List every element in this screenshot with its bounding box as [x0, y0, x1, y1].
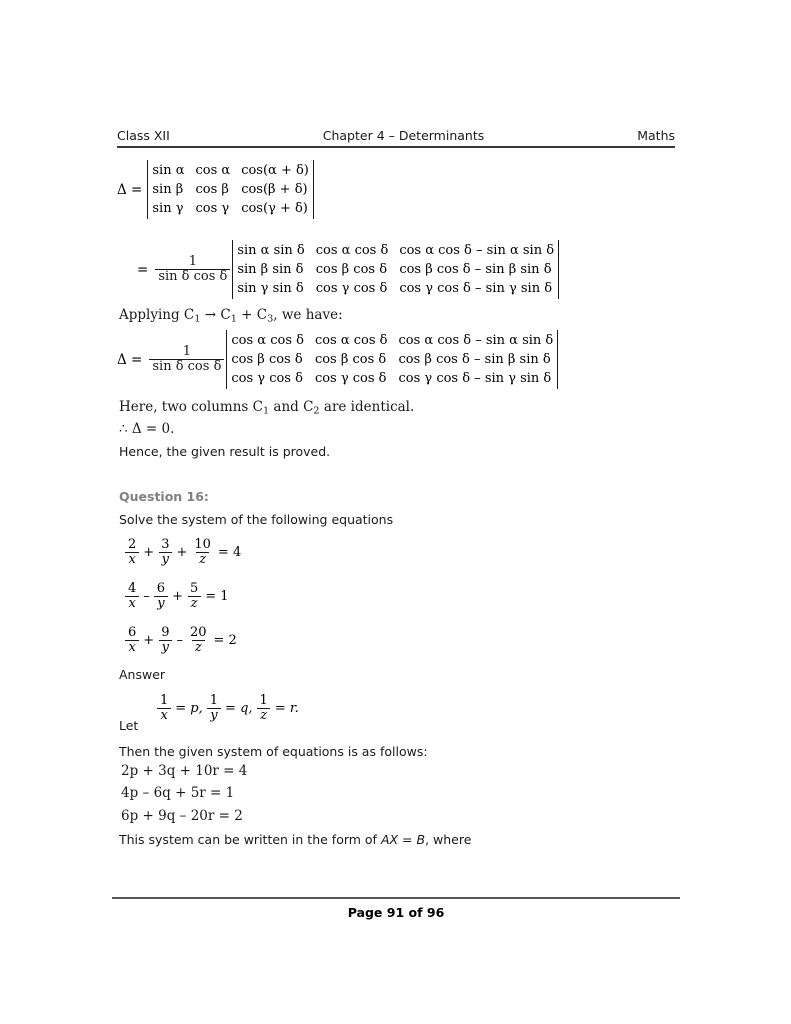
fraction-denominator: z — [257, 708, 270, 723]
fraction-denominator: z — [188, 596, 201, 611]
fraction-denominator: x — [157, 708, 170, 723]
page-number-label: Page 91 of 96 — [347, 905, 445, 920]
identical-suffix: are identical. — [319, 399, 415, 415]
matrix-form-expression: AX = B — [380, 832, 426, 847]
header-divider — [117, 146, 675, 148]
fraction-term — [187, 626, 210, 654]
matrix-cell: cos α cos δ — [315, 243, 389, 258]
substitution-fraction — [207, 694, 221, 722]
fraction-denominator: x — [125, 552, 138, 567]
matrix-cell: cos β cos δ — [314, 352, 387, 367]
equals-sign-2: = — [137, 261, 149, 278]
fraction-term — [125, 538, 139, 566]
linear-equation: 2p + 3q + 10r = 4 — [121, 763, 248, 779]
operation-prefix: Applying C — [119, 307, 195, 323]
fraction-denominator: y — [207, 708, 220, 723]
identical-columns-line — [119, 399, 414, 417]
identical-prefix: Here, two columns C — [119, 399, 263, 415]
matrix-cell: cos(β + δ) — [241, 182, 308, 197]
fraction-numerator: 5 — [189, 581, 199, 596]
matrix-form-suffix: , where — [425, 832, 472, 847]
table-row — [235, 279, 556, 298]
question-prompt: Solve the system of the following equations — [119, 512, 394, 527]
proved-line: Hence, the given result is proved. — [119, 444, 331, 459]
matrix-cell: cos α cos δ — [231, 333, 304, 348]
header-subject-label: Maths — [637, 128, 675, 143]
matrix-cell: cos β cos δ – sin β sin δ — [398, 352, 551, 367]
matrix-cell: cos γ cos δ – sin γ sin δ — [398, 371, 552, 386]
let-label: Let — [119, 718, 139, 733]
fraction-numerator: 6 — [156, 581, 166, 596]
table-row — [150, 161, 311, 180]
term-operator: + — [143, 544, 155, 560]
fraction-term — [125, 626, 139, 654]
then-line: Then the given system of equations is as follows: — [119, 744, 428, 759]
fraction-numerator: 6 — [128, 625, 137, 640]
system-equation-2 — [119, 582, 231, 610]
matrix-cell: cos γ cos δ — [315, 281, 388, 296]
matrix-cell: cos γ cos δ — [231, 371, 303, 386]
fraction-term — [125, 582, 139, 610]
matrix-cell: sin α — [152, 163, 185, 178]
matrix-form-prefix: This system can be written in the form of — [119, 832, 381, 847]
fraction-numerator: 10 — [194, 537, 211, 552]
matrix-cell: sin α sin δ — [237, 243, 305, 258]
question-label: Question 16: — [119, 489, 209, 504]
identical-sub-2: 2 — [313, 405, 320, 417]
matrix-cell: cos β cos δ — [231, 352, 303, 367]
system-equation-1 — [119, 538, 243, 566]
matrix-cell: cos β cos δ – sin β sin δ — [399, 262, 552, 277]
substitution-line — [155, 694, 301, 722]
matrix-cell: sin β — [152, 182, 184, 197]
fraction-denominator: y — [159, 552, 172, 567]
substitution-fraction — [257, 694, 271, 722]
matrix-cell: sin β sin δ — [237, 262, 304, 277]
identical-middle: and C — [269, 399, 314, 415]
determinant-equation-2 — [137, 240, 559, 299]
fraction-denominator: x — [125, 596, 138, 611]
equation-rhs: = 1 — [205, 588, 229, 604]
fraction-term — [191, 538, 214, 566]
fraction-denominator: sin δ cos δ — [149, 359, 224, 374]
table-row — [235, 241, 556, 260]
system-equation-3 — [119, 626, 239, 654]
fraction-numerator: 1 — [259, 693, 268, 708]
table-row — [150, 199, 311, 218]
fraction-term — [158, 538, 172, 566]
matrix-cell: cos α cos δ – sin α sin δ — [399, 243, 555, 258]
matrix-cell: cos γ cos δ — [314, 371, 387, 386]
matrix-cell: cos(γ + δ) — [241, 201, 308, 216]
matrix-cell: cos α — [195, 163, 231, 178]
fraction-numerator: 4 — [128, 581, 137, 596]
header-chapter-title: Chapter 4 – Determinants — [322, 128, 485, 143]
operation-sub-1: 1 — [194, 313, 201, 325]
answer-heading: Answer — [119, 667, 166, 682]
operation-suffix: , we have: — [273, 307, 343, 323]
table-row — [235, 260, 556, 279]
table-row — [229, 350, 555, 369]
substitution-equals: = r. — [274, 700, 299, 716]
identical-sub-1: 1 — [262, 405, 270, 417]
table-row — [229, 331, 555, 350]
fraction-denominator: y — [159, 640, 172, 655]
term-operator: – — [143, 588, 150, 604]
term-operator: + — [143, 632, 155, 648]
matrix-cell: cos γ cos δ – sin γ sin δ — [399, 281, 553, 296]
term-operator: + — [176, 544, 188, 560]
determinant-matrix-2 — [232, 240, 559, 299]
linear-equation: 4p – 6q + 5r = 1 — [121, 785, 235, 802]
fraction-denominator: z — [192, 640, 205, 655]
fraction-denominator: y — [154, 596, 167, 611]
matrix-cell: cos γ — [195, 201, 230, 216]
fraction-numerator: 1 — [182, 344, 192, 360]
fraction-numerator: 20 — [189, 625, 207, 640]
page-header — [117, 128, 675, 143]
table-row — [150, 180, 311, 199]
substitution-equals: = p, — [175, 700, 203, 716]
linear-system — [121, 760, 247, 827]
determinant-equation-1 — [117, 160, 314, 219]
linear-equation: 6p + 9q – 20r = 2 — [121, 807, 243, 824]
equation-rhs: = 2 — [213, 632, 237, 648]
fraction-numerator: 1 — [209, 693, 219, 708]
matrix-cell: cos β — [195, 182, 229, 197]
fraction-denominator: sin δ cos δ — [155, 269, 230, 284]
operation-sub-2: 1 — [230, 313, 237, 325]
matrix-form-line — [119, 832, 471, 847]
operation-arrow: → C — [200, 307, 231, 323]
determinant-equation-3 — [117, 330, 558, 389]
fraction-numerator: 9 — [161, 625, 170, 640]
fraction-numerator: 1 — [188, 254, 197, 270]
substitution-equals: = q, — [225, 700, 253, 716]
header-class-label: Class XII — [117, 128, 170, 143]
determinant-matrix-3 — [226, 330, 558, 389]
equation-rhs: = 4 — [217, 544, 242, 560]
fraction-numerator: 1 — [160, 693, 169, 708]
fraction-numerator: 2 — [128, 537, 137, 552]
matrix-cell: cos(α + δ) — [241, 163, 309, 178]
fraction-denominator: z — [196, 552, 209, 567]
reciprocal-factor-1 — [155, 255, 230, 283]
matrix-cell: sin γ sin δ — [237, 281, 304, 296]
footer-divider — [112, 897, 680, 899]
column-operation-line — [119, 307, 343, 325]
operation-plus: + C — [236, 307, 268, 323]
table-row — [229, 369, 555, 388]
operation-sub-3: 3 — [267, 313, 274, 325]
reciprocal-factor-2 — [149, 345, 224, 373]
fraction-denominator: x — [125, 640, 138, 655]
fraction-term — [154, 582, 168, 610]
substitution-fraction — [157, 694, 171, 722]
delta-label-1: Δ = — [117, 181, 143, 198]
matrix-cell: cos α cos δ — [314, 333, 388, 348]
term-operator: – — [176, 632, 183, 648]
matrix-cell: cos α cos δ – sin α sin δ — [398, 333, 554, 348]
conclusion-line: ∴ Δ = 0. — [119, 421, 175, 437]
determinant-matrix-1 — [147, 160, 314, 219]
fraction-term — [158, 626, 172, 654]
matrix-cell: cos β cos δ — [315, 262, 388, 277]
term-operator: + — [172, 588, 183, 604]
fraction-numerator: 3 — [161, 537, 170, 552]
matrix-cell: sin γ — [152, 201, 184, 216]
fraction-term — [187, 582, 201, 610]
delta-label-3: Δ = — [117, 351, 143, 368]
